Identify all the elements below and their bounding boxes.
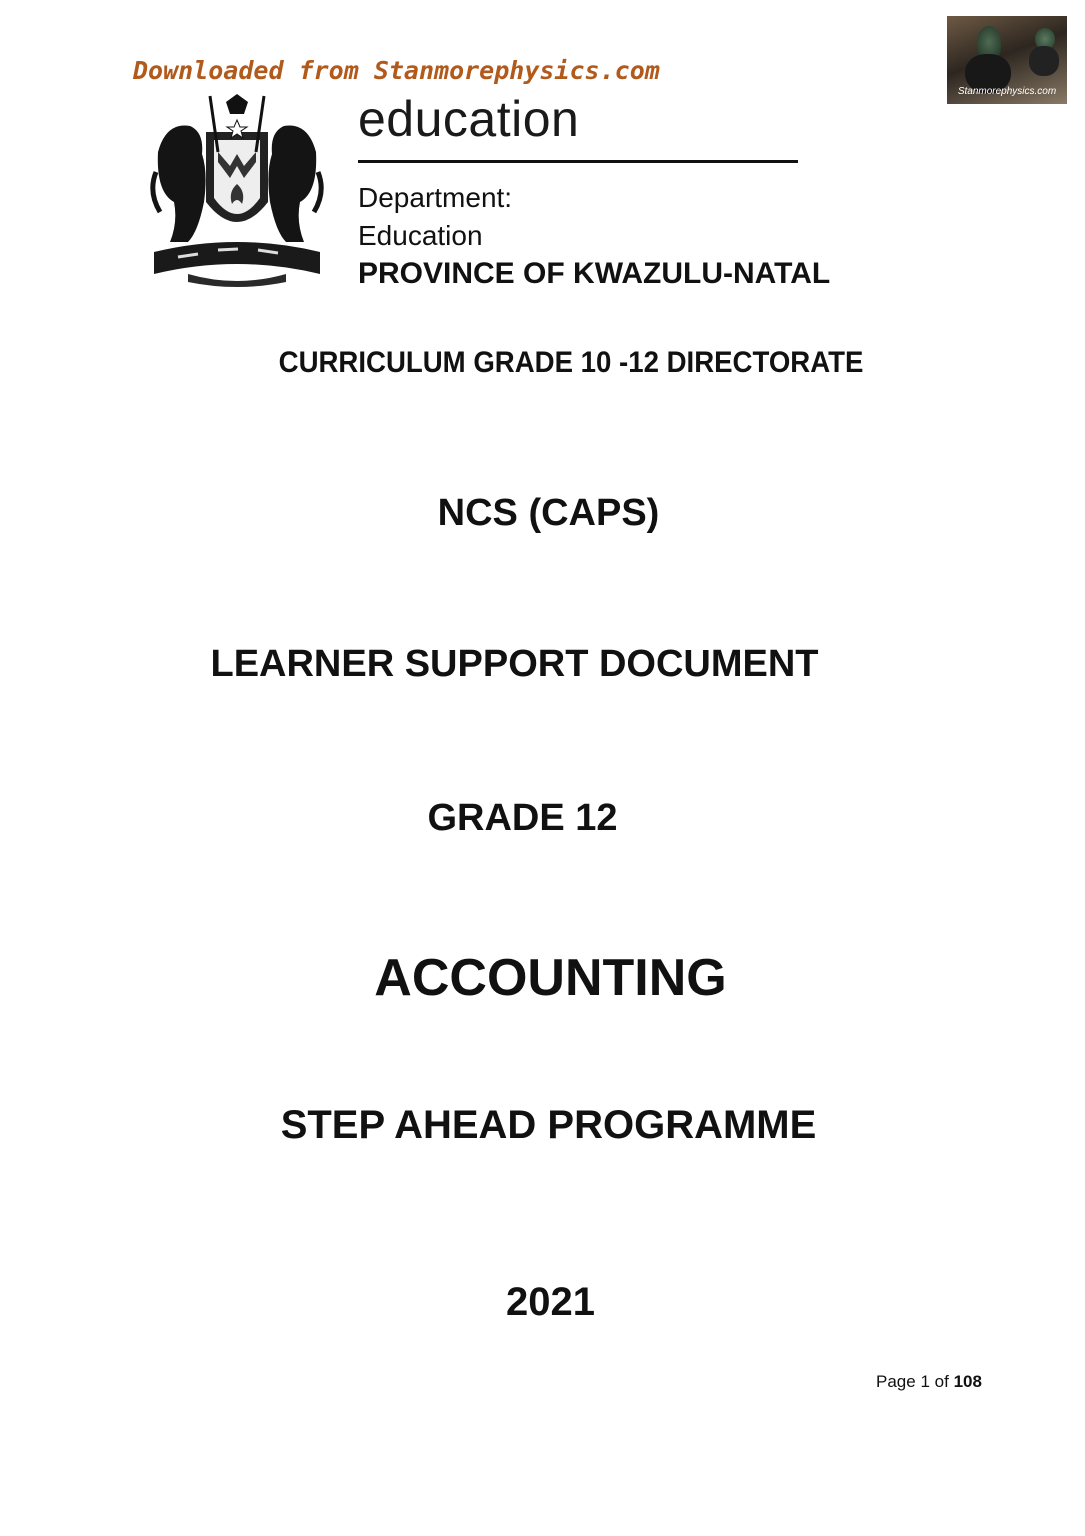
directorate-title: CURRICULUM GRADE 10 -12 DIRECTORATE	[278, 346, 864, 379]
document-type-title: LEARNER SUPPORT DOCUMENT	[210, 643, 819, 685]
page-prefix: Page	[876, 1372, 916, 1391]
education-logo-word: education	[358, 91, 580, 147]
download-source-banner: Downloaded from Stanmorephysics.com	[133, 56, 660, 85]
page-current: 1	[920, 1372, 930, 1391]
thumbnail-caption: Stanmorephysics.com	[957, 86, 1057, 97]
department-name: Education	[358, 220, 483, 251]
kzn-coat-of-arms-icon	[148, 92, 326, 288]
header-divider	[358, 160, 798, 163]
curriculum-title: NCS (CAPS)	[437, 492, 660, 534]
page-of: of	[934, 1372, 949, 1391]
page-total: 108	[953, 1372, 982, 1391]
plant-pot-shape	[1029, 46, 1059, 76]
province-name: PROVINCE OF KWAZULU-NATAL	[358, 257, 831, 290]
year-title: 2021	[506, 1280, 595, 1324]
subject-title: ACCOUNTING	[374, 949, 727, 1007]
site-thumbnail-image	[947, 16, 1067, 104]
grade-title: GRADE 12	[427, 797, 618, 839]
programme-title: STEP AHEAD PROGRAMME	[280, 1103, 817, 1147]
page-number	[876, 1372, 982, 1392]
department-label: Department:	[358, 182, 513, 213]
